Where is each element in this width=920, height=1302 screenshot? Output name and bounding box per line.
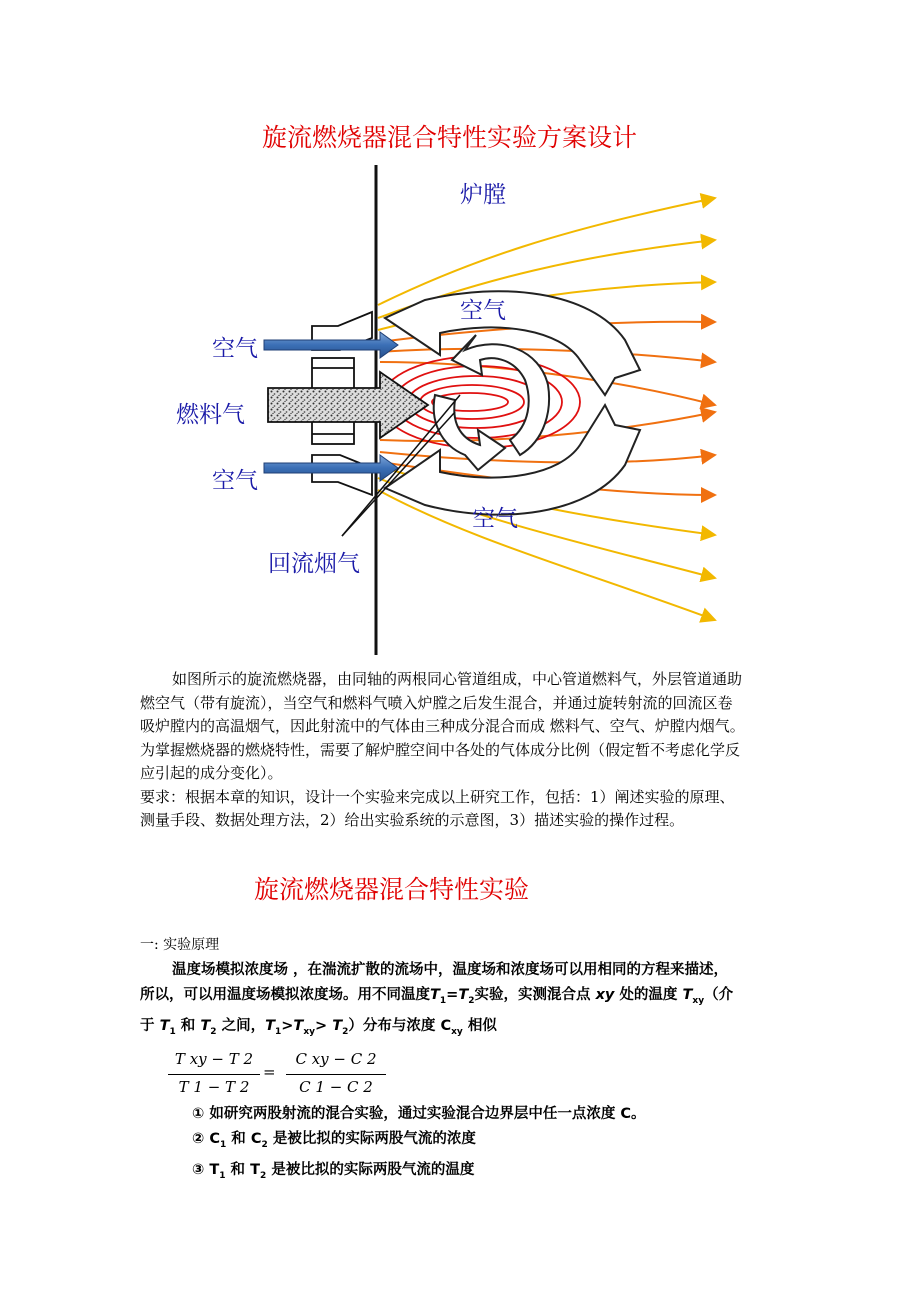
formula-right-denominator: C 1 − C 2 <box>299 1078 373 1096</box>
intro-paragraph <box>140 668 790 833</box>
intro-line: 吸炉膛内的高温烟气，因此射流中的气体由三种成分混合而成 燃料气、空气、炉膛内烟气。 <box>140 717 745 735</box>
page-title: 旋流燃烧器混合特性实验方案设计 <box>262 123 638 152</box>
formula-left-numerator: T xy − T 2 <box>174 1050 254 1068</box>
formula-left-denominator: T 1 − T 2 <box>178 1078 250 1096</box>
requirement-line: 要求：根据本章的知识，设计一个实验来完成以上研究工作，包括：1）阐述实验的原理、 <box>140 787 735 806</box>
list-item: ③ $T_1$ 和 $T_2$ 是被比拟的实际两股气流的温度 <box>192 1161 475 1181</box>
formula-right-numerator: C xy − C 2 <box>295 1050 377 1068</box>
intro-line: 为掌握燃烧器的燃烧特性，需要了解炉膛空间中各处的气体成分比例（假定暂不考虑化学反 <box>140 740 741 759</box>
formula-right-bar <box>286 1074 386 1075</box>
list-item: ② $C_1$ 和 $C_2$ 是被比拟的实际两股气流的浓度 <box>192 1131 476 1150</box>
furnace-label: 炉膛 <box>460 182 506 208</box>
formula-equals: = <box>263 1063 276 1081</box>
intro-line: 如图所示的旋流燃烧器，由同轴的两根同心管道组成，中心管道燃料气，外层管道通助 <box>172 670 743 688</box>
air-top-label: 空气 <box>460 298 506 324</box>
air-inlet-top-label: 空气 <box>212 336 258 362</box>
air-bottom-label: 空气 <box>472 506 518 532</box>
requirement-line: 测量手段、数据处理方法，2）给出实验系统的示意图，3）描述实验的操作过程。 <box>140 811 685 829</box>
intro-line: 燃空气（带有旋流），当空气和燃料气喷入炉膛之后发生混合，并通过旋转射流的回流区卷 <box>140 693 733 712</box>
principle-line-3: 于 $T_1$ 和 $T_2$ 之间，$T_1>T_{xy}> T_2$）分布与浓度 $C_{xy}$ 相似 <box>140 1017 497 1037</box>
principle-paragraph <box>140 958 820 1045</box>
list-item: ① 如研究两股射流的混合实验，通过实验混合边界层中任一点浓度 C。 <box>192 1106 646 1122</box>
formula-left-bar <box>168 1074 260 1075</box>
air-inlet-bottom-label: 空气 <box>212 468 258 494</box>
principle-list <box>192 1102 646 1189</box>
section-title: 旋流燃烧器混合特性实验 <box>254 875 530 904</box>
principle-line-1: 温度场模拟浓度场 ，在湍流扩散的流场中，温度场和浓度场可以用相同的方程来描述， <box>172 962 729 978</box>
principle-heading: 一: 实验原理 <box>140 937 220 953</box>
similarity-formula <box>168 1050 398 1102</box>
principle-line-2: 所以，可以用温度场模拟浓度场。用不同温度$T_1=T_2$实验，实测混合点 xy 处的温度 $T_{xy}$（介 <box>140 987 734 1006</box>
fuel-inlet-label: 燃料气 <box>176 402 245 428</box>
intro-line: 应引起的成分变化）。 <box>140 764 283 782</box>
recirc-gas-label: 回流烟气 <box>268 551 360 577</box>
